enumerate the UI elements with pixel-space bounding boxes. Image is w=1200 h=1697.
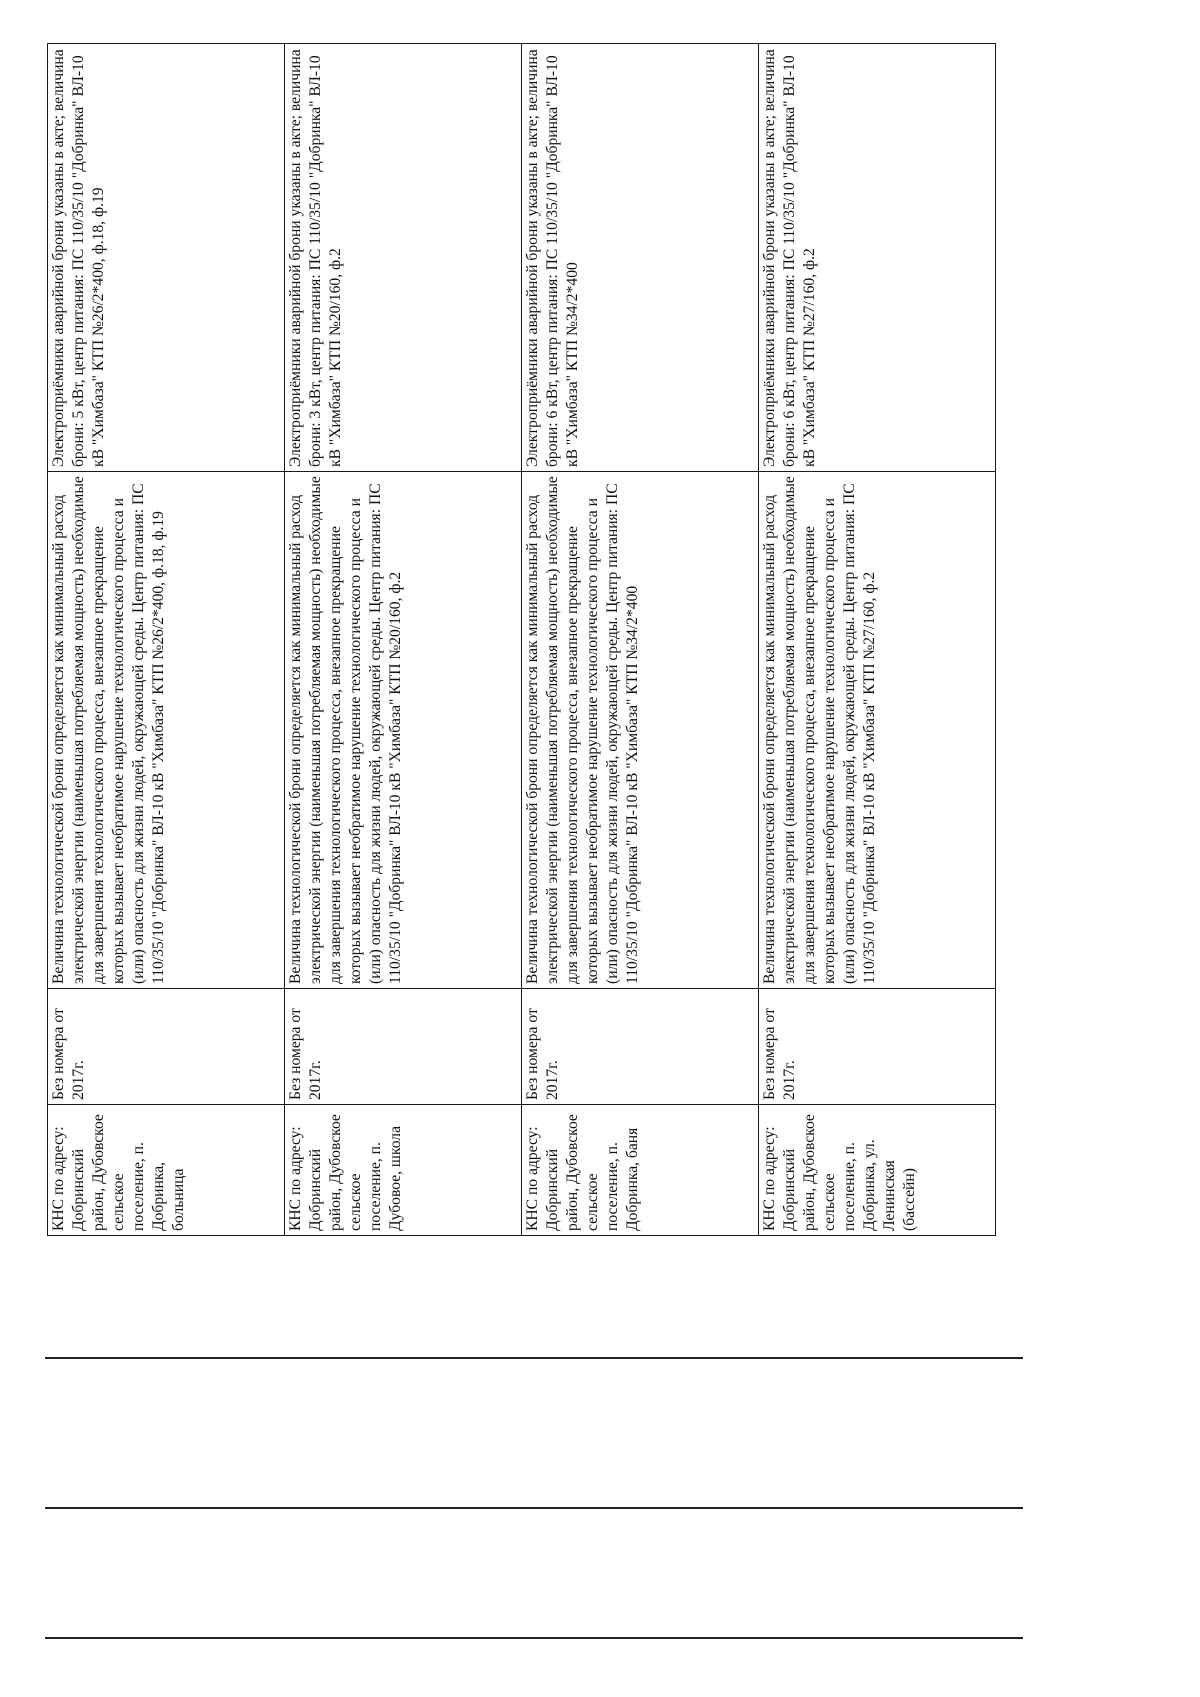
table-row (48, 44, 285, 1236)
act-cell: Без номера от 2017г. (285, 989, 522, 1105)
act-cell: Без номера от 2017г. (48, 989, 285, 1105)
table-row (759, 44, 996, 1236)
tech-reserve-cell: Величина технологической брони определяется как минимальный расход электрической энергии (наименьшая потребляемая мощность) необходимые для завершения технологического процесса, внезапное прекращение которых вызывает необратимое нарушение технологического процесса и (или) опасность для жизни людей, окружающей среды. Центр питания: ПС 110/35/10 "Добринка" ВЛ-10 кВ "Химбаза" КТП №20/160, ф.2 (285, 472, 522, 989)
object-cell: КНС по адресу: Добринский район, Дубовское сельское поселение, п. Добринка, ул. Ленинская (бассейн) (759, 1105, 996, 1236)
signature-line-3 (45, 1357, 1023, 1359)
tech-reserve-cell: Величина технологической брони определяется как минимальный расход электрической энергии (наименьшая потребляемая мощность) необходимые для завершения технологического процесса, внезапное прекращение которых вызывает необратимое нарушение технологического процесса и (или) опасность для жизни людей, окружающей среды. Центр питания: ПС 110/35/10 "Добринка" ВЛ-10 кВ "Химбаза" КТП №27/160, ф.2 (759, 472, 996, 989)
table-row (522, 44, 759, 1236)
act-cell: Без номера от 2017г. (522, 989, 759, 1105)
reserve-table-wrap (47, 43, 996, 1236)
emergency-reserve-cell: Электроприёмники аварийной брони указаны в акте; величина брони: 5 кВт, центр питания: ПС 110/35/10 "Добринка" ВЛ-10 кВ "Химбаза" КТП №26/2*400, ф.18, ф.19 (48, 44, 285, 472)
object-cell: КНС по адресу: Добринский район, Дубовское сельское поселение, п. Добринка, баня (522, 1105, 759, 1236)
tech-reserve-cell: Величина технологической брони определяется как минимальный расход электрической энергии (наименьшая потребляемая мощность) необходимые для завершения технологического процесса, внезапное прекращение которых вызывает необратимое нарушение технологического процесса и (или) опасность для жизни людей, окружающей среды. Центр питания: ПС 110/35/10 "Добринка" ВЛ-10 кВ "Химбаза" КТП №26/2*400, ф.18, ф.19 (48, 472, 285, 989)
act-cell: Без номера от 2017г. (759, 989, 996, 1105)
table-row (285, 44, 522, 1236)
object-cell: КНС по адресу: Добринский район, Дубовское сельское поселение, п. Дубовое, школа (285, 1105, 522, 1236)
tech-reserve-cell: Величина технологической брони определяется как минимальный расход электрической энергии (наименьшая потребляемая мощность) необходимые для завершения технологического процесса, внезапное прекращение которых вызывает необратимое нарушение технологического процесса и (или) опасность для жизни людей, окружающей среды. Центр питания: ПС 110/35/10 "Добринка" ВЛ-10 кВ "Химбаза" КТП №34/2*400 (522, 472, 759, 989)
emergency-reserve-cell: Электроприёмники аварийной брони указаны в акте; величина брони: 3 кВт, центр питания: ПС 110/35/10 "Добринка" ВЛ-10 кВ "Химбаза" КТП №20/160, ф.2 (285, 44, 522, 472)
emergency-reserve-cell: Электроприёмники аварийной брони указаны в акте; величина брони: 6 кВт, центр питания: ПС 110/35/10 "Добринка" ВЛ-10 кВ "Химбаза" КТП №34/2*400 (522, 44, 759, 472)
emergency-reserve-cell: Электроприёмники аварийной брони указаны в акте; величина брони: 6 кВт, центр питания: ПС 110/35/10 "Добринка" ВЛ-10 кВ "Химбаза" КТП №27/160, ф.2 (759, 44, 996, 472)
reserve-table (47, 43, 996, 1236)
signature-line-1 (45, 1637, 1023, 1639)
signature-line-2 (45, 1507, 1023, 1509)
object-cell: КНС по адресу: Добринский район, Дубовское сельское поселение, п. Добринка, больница (48, 1105, 285, 1236)
